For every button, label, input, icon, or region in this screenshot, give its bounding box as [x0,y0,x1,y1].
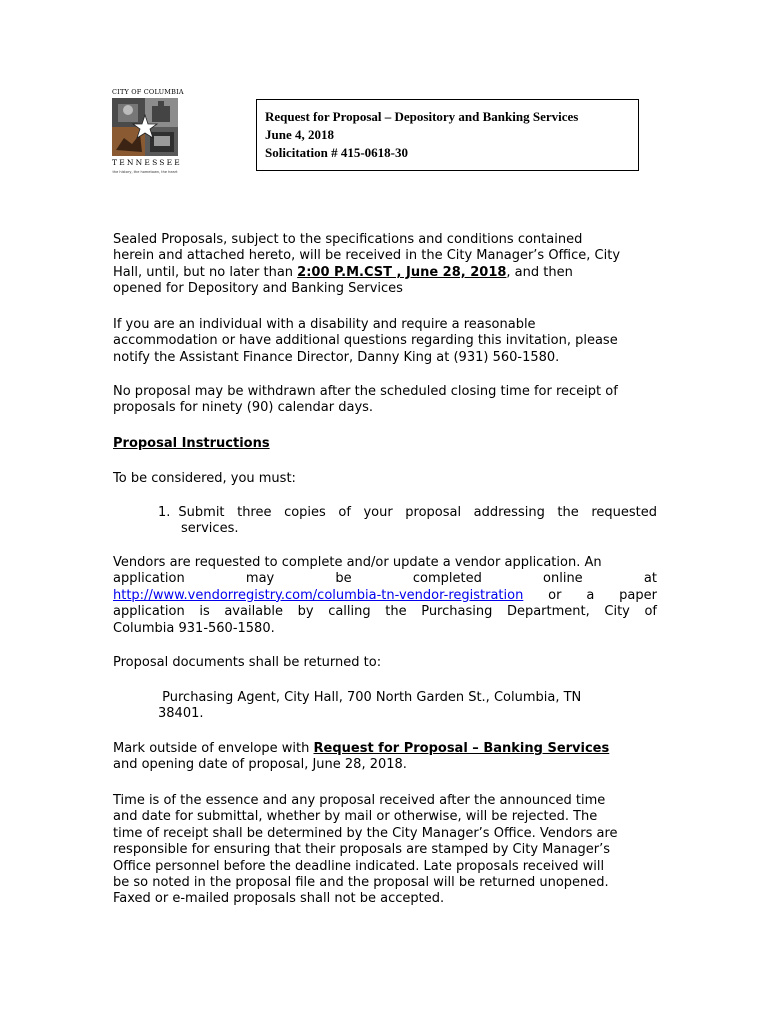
text-span: application [113,571,185,587]
text-line [158,505,657,521]
vendor-registry-link[interactable]: http://www.vendorregistry.com/columbia-tn-vendor-registration [113,587,524,603]
text-line: 38401. [158,706,204,722]
envelope-label-text: Request for Proposal – Banking Services [313,741,610,756]
text-line: Vendors are requested to complete and/or update a vendor application. An [113,555,602,570]
text-line: services. [181,521,239,537]
text-line: If you are an individual with a disability and require a reasonable [113,317,536,332]
logo-tagline: the history, the hometown, the heart [112,170,178,174]
text-line: proposals for ninety (90) calendar days. [113,400,374,416]
text-line: and date for submittal, whether by mail or otherwise, will be rejected. The [113,809,598,825]
text-line: notify the Assistant Finance Director, Danny King at (931) 560-1580. [113,349,560,365]
considered-text: To be considered, you must: [113,471,296,486]
list-number: 1. [158,505,171,520]
text-span: may [245,571,275,587]
address-block [158,690,657,723]
text-line: No proposal may be withdrawn after the scheduled closing time for receipt of [113,384,618,399]
text-line: and opening date of proposal, June 28, 2018. [113,757,407,773]
deadline-paragraph [113,793,657,908]
logo-top-text: CITY OF COLUMBIA [112,88,184,96]
header-title: Request for Proposal – Depository and Banking Services [265,109,579,124]
text-line: Columbia 931-560-1580. [113,620,275,636]
text-line: Sealed Proposals, subject to the specifications and conditions contained [113,232,583,247]
text-line: Faxed or e-mailed proposals shall not be accepted. [113,891,445,907]
logo-emblem-icon [112,98,178,156]
header-date: June 4, 2018 [265,127,334,142]
text-line: application is available by calling the Purchasing Department, City of [113,604,657,620]
text-line: herein and attached hereto, will be received in the City Manager’s Office, City [113,248,621,264]
header-box [256,99,639,171]
text-span: be [335,571,352,587]
header-solicitation: Solicitation # 415-0618-30 [265,145,408,160]
text-line: accommodation or have additional questions regarding this invitation, please [113,333,618,349]
text-line [113,741,657,757]
text-line: responsible for ensuring that their proposals are stamped by City Manager’s [113,842,611,858]
text-line [113,571,657,587]
text-line: time of receipt shall be determined by the City Manager’s Office. Vendors are [113,825,618,841]
city-logo [110,88,182,180]
list-item [158,505,657,538]
text-line: http://www.vendorregistry.com/columbia-tn-vendor-registration or a paper [113,587,657,603]
accessibility-paragraph [113,317,657,366]
text-span: Submit three copies of your proposal addressing the requested [178,505,657,520]
text-line: Time is of the essence and any proposal received after the announced time [113,793,606,808]
deadline-text: 2:00 P.M.CST , June 28, 2018 [297,264,507,280]
text-span: online [543,571,583,587]
text-line [113,265,657,281]
text-line: Purchasing Agent, City Hall, 700 North Garden St., Columbia, TN [158,690,582,705]
vendor-paragraph [113,555,657,637]
envelope-paragraph [113,741,657,774]
text-span: Hall, until, but no later than [113,264,298,280]
returned-text: Proposal documents shall be returned to: [113,655,382,670]
intro-paragraph [113,232,657,298]
text-span: Mark outside of envelope with [113,741,314,756]
text-span: , and then [506,264,573,280]
instructions-heading: Proposal Instructions [113,436,270,451]
text-span: completed [412,571,482,587]
text-span: at [643,571,657,587]
text-line: be so noted in the proposal file and the proposal will be returned unopened. [113,875,609,891]
text-line: Office personnel before the deadline indicated. Late proposals received will [113,858,605,874]
text-line: opened for Depository and Banking Services [113,281,403,297]
logo-bottom-text: TENNESSEE [112,158,182,167]
withdrawal-paragraph [113,384,657,417]
